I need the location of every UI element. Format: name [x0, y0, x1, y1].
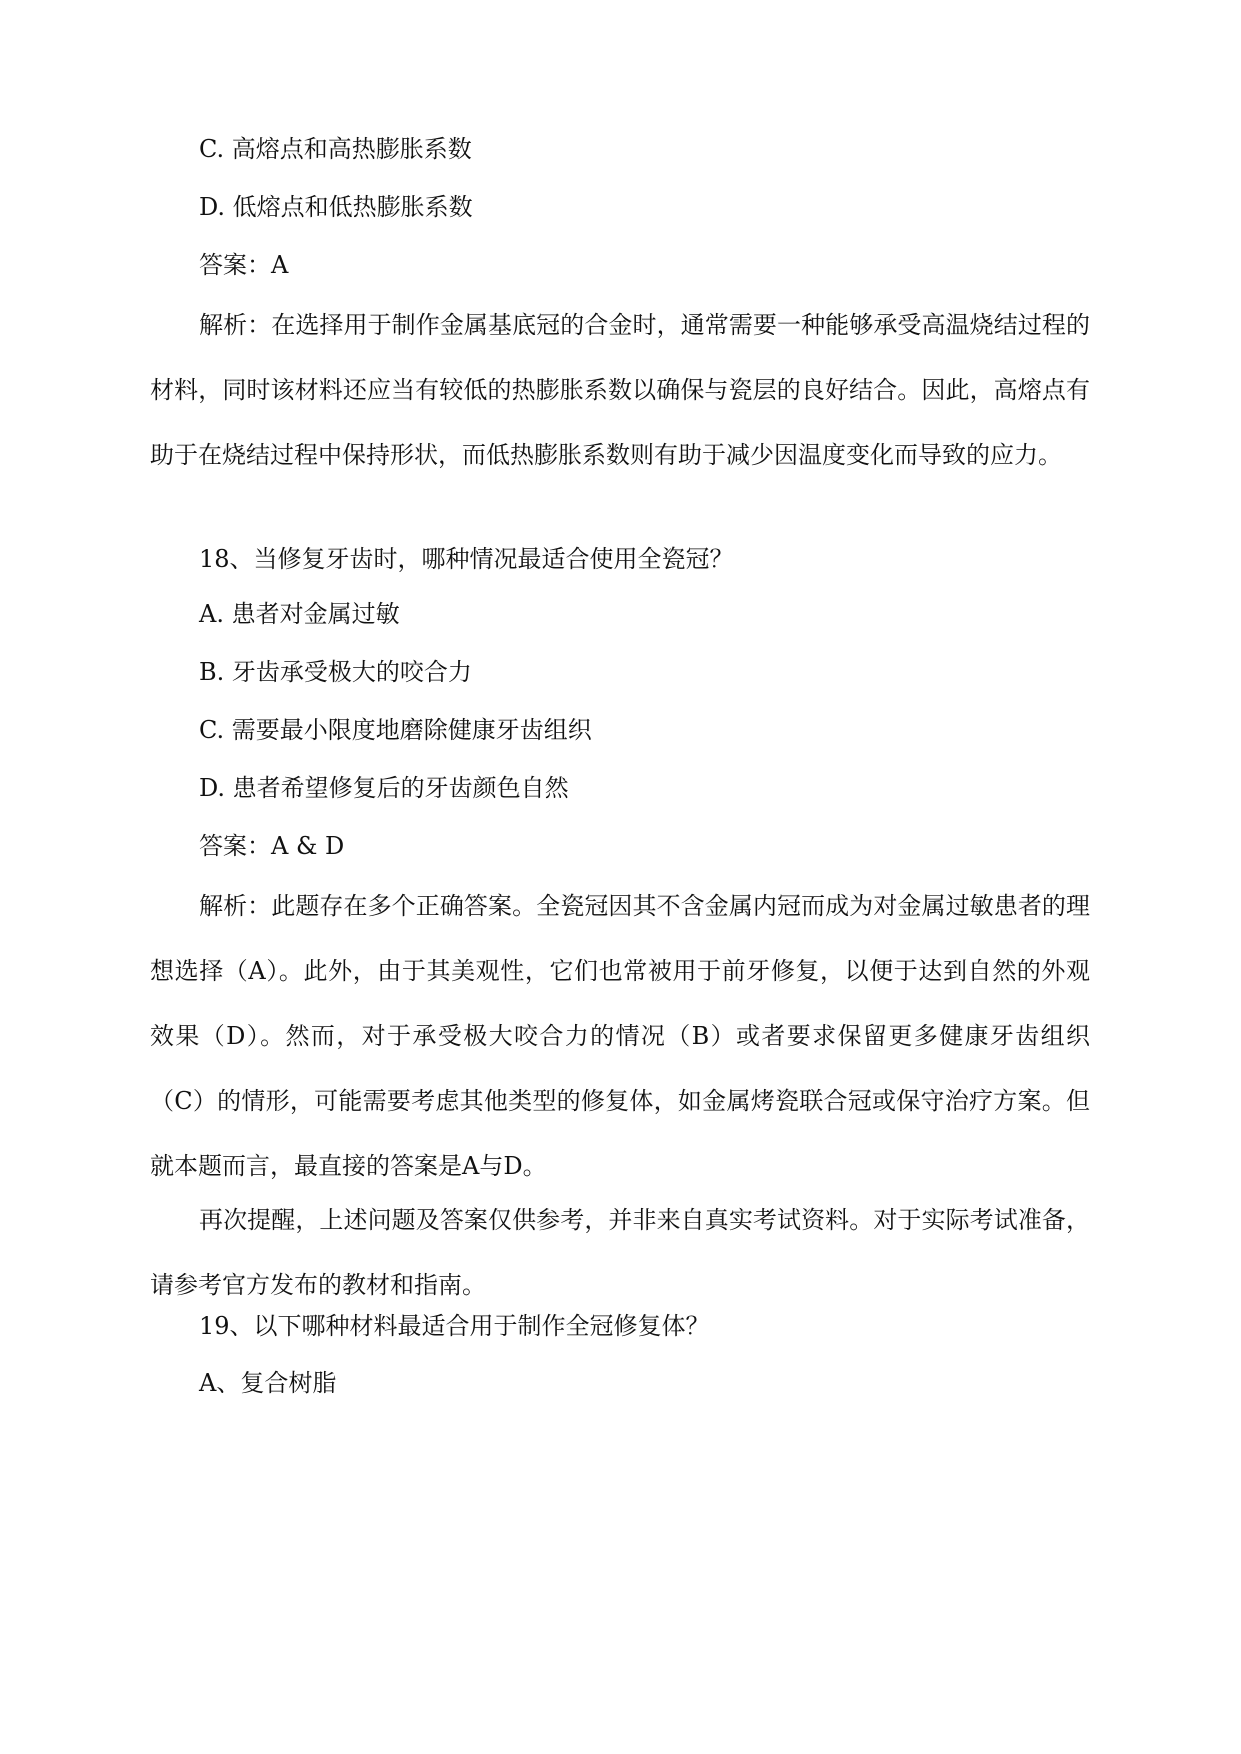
- q18-option-d: D. 患者希望修复后的牙齿颜色自然: [199, 774, 569, 802]
- q18-question: 18、当修复牙齿时，哪种情况最适合使用全瓷冠？: [199, 545, 734, 573]
- q17-option-c: C. 高熔点和高热膨胀系数: [199, 135, 472, 163]
- q18-answer: 答案：A & D: [199, 832, 345, 860]
- q17-answer: 答案：A: [199, 251, 289, 279]
- q17-option-d: D. 低熔点和低热膨胀系数: [199, 193, 473, 221]
- q19-question: 19、以下哪种材料最适合用于制作全冠修复体？: [199, 1312, 710, 1340]
- q18-option-b: B. 牙齿承受极大的咬合力: [199, 658, 472, 686]
- q18-option-a: A. 患者对金属过敏: [199, 600, 400, 628]
- q19-option-a: A、复合树脂: [199, 1369, 337, 1397]
- reminder-paragraph: 再次提醒，上述问题及答案仅供参考，并非来自真实考试资料。对于实际考试准备，请参考官方发布的教材和指南。: [150, 1206, 1090, 1299]
- q18-option-c: C. 需要最小限度地磨除健康牙齿组织: [199, 716, 592, 744]
- q17-explanation: 解析：在选择用于制作金属基底冠的合金时，通常需要一种能够承受高温烧结过程的材料，同时该材料还应当有较低的热膨胀系数以确保与瓷层的良好结合。因此，高熔点有助于在烧结过程中保持形状，而低热膨胀系数则有助于减少因温度变化而导致的应力。: [150, 311, 1090, 469]
- q18-explanation: 解析：此题存在多个正确答案。全瓷冠因其不含金属内冠而成为对金属过敏患者的理想选择（A）。此外，由于其美观性，它们也常被用于前牙修复，以便于达到自然的外观效果（D）。然而，对于承受极大咬合力的情况（B）或者要求保留更多健康牙齿组织（C）的情形，可能需要考虑其他类型的修复体，如金属烤瓷联合冠或保守治疗方案。但就本题而言，最直接的答案是A与D。: [150, 892, 1090, 1180]
